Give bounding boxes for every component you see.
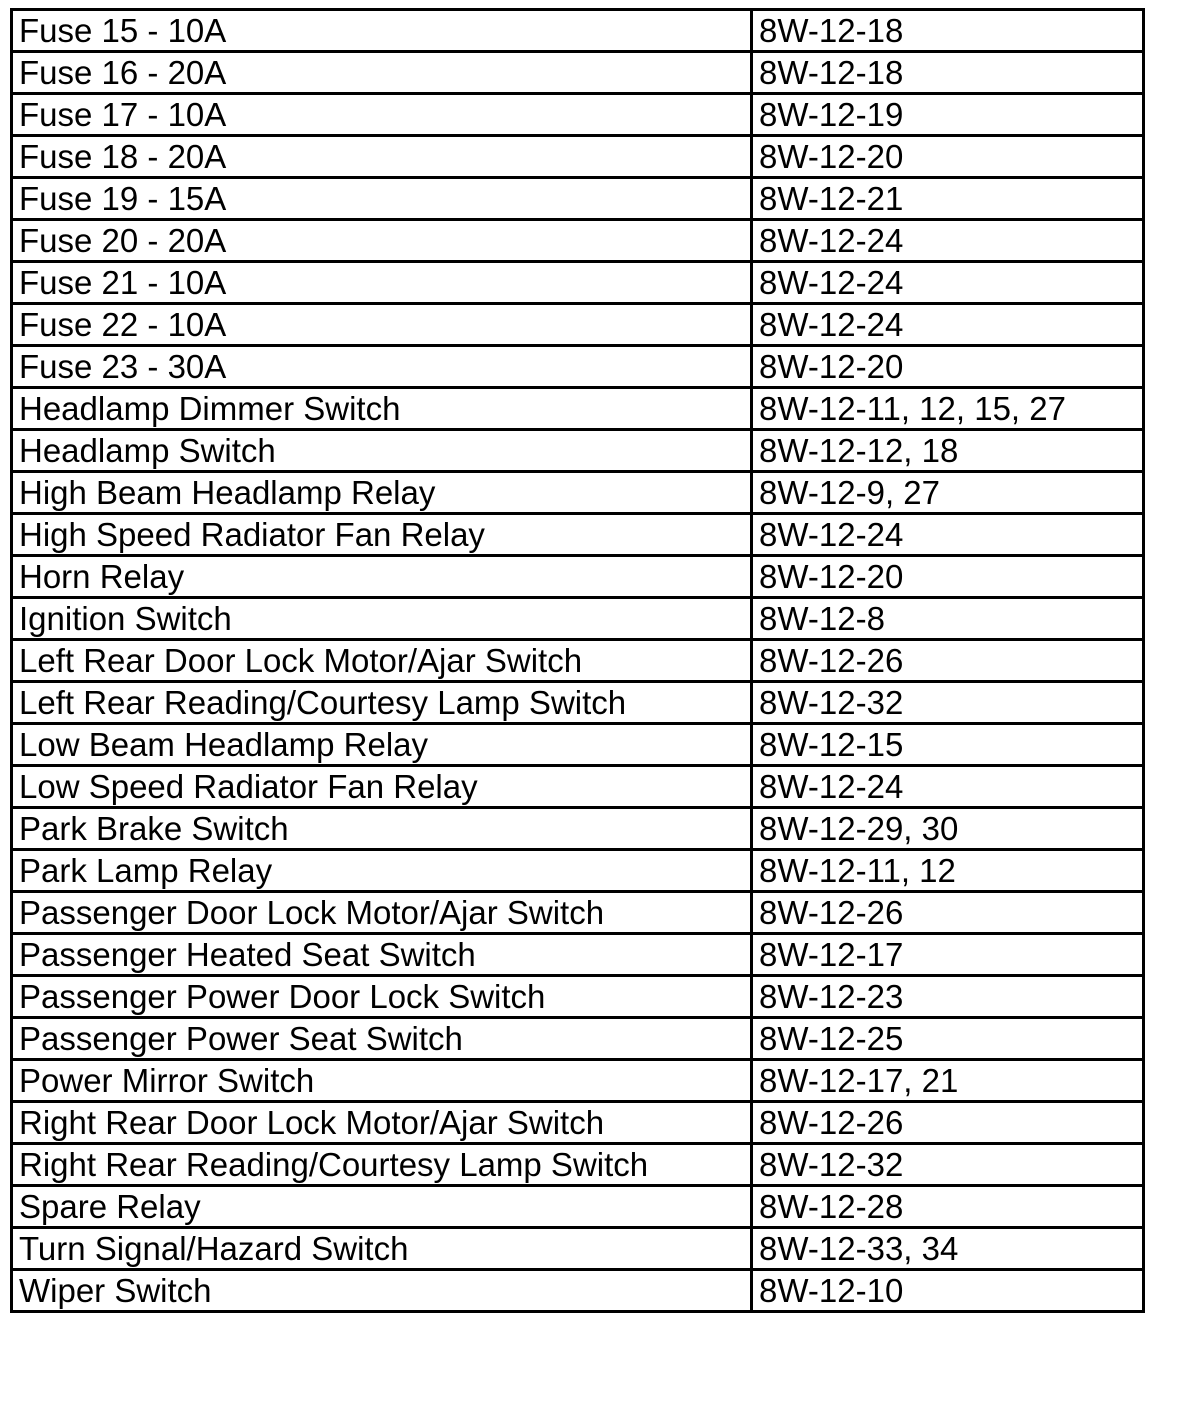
component-cell: Park Lamp Relay	[12, 850, 752, 892]
component-cell: High Speed Radiator Fan Relay	[12, 514, 752, 556]
table-row	[12, 556, 1144, 598]
page-ref-cell: 8W-12-24	[752, 304, 1144, 346]
page-ref-cell: 8W-12-20	[752, 556, 1144, 598]
table-row	[12, 976, 1144, 1018]
component-cell: Passenger Power Seat Switch	[12, 1018, 752, 1060]
component-cell: Power Mirror Switch	[12, 1060, 752, 1102]
table-row	[12, 178, 1144, 220]
component-cell: Headlamp Dimmer Switch	[12, 388, 752, 430]
component-cell: Fuse 15 - 10A	[12, 10, 752, 52]
table-row	[12, 52, 1144, 94]
component-cell: Right Rear Reading/Courtesy Lamp Switch	[12, 1144, 752, 1186]
component-cell: High Beam Headlamp Relay	[12, 472, 752, 514]
table-row	[12, 850, 1144, 892]
page-ref-cell: 8W-12-11, 12	[752, 850, 1144, 892]
table-row	[12, 472, 1144, 514]
page-ref-cell: 8W-12-17, 21	[752, 1060, 1144, 1102]
page-ref-cell: 8W-12-26	[752, 1102, 1144, 1144]
component-cell: Wiper Switch	[12, 1270, 752, 1312]
component-cell: Passenger Door Lock Motor/Ajar Switch	[12, 892, 752, 934]
page-ref-cell: 8W-12-24	[752, 766, 1144, 808]
page-ref-cell: 8W-12-28	[752, 1186, 1144, 1228]
table-row	[12, 598, 1144, 640]
page-ref-cell: 8W-12-18	[752, 52, 1144, 94]
page-ref-cell: 8W-12-33, 34	[752, 1228, 1144, 1270]
table-row	[12, 136, 1144, 178]
table-row	[12, 1186, 1144, 1228]
page-ref-cell: 8W-12-17	[752, 934, 1144, 976]
page-ref-cell: 8W-12-20	[752, 346, 1144, 388]
table-row	[12, 262, 1144, 304]
component-cell: Right Rear Door Lock Motor/Ajar Switch	[12, 1102, 752, 1144]
table-row	[12, 724, 1144, 766]
page-ref-cell: 8W-12-9, 27	[752, 472, 1144, 514]
component-cell: Low Speed Radiator Fan Relay	[12, 766, 752, 808]
table-row	[12, 346, 1144, 388]
component-cell: Fuse 19 - 15A	[12, 178, 752, 220]
page-ref-cell: 8W-12-8	[752, 598, 1144, 640]
table-row	[12, 640, 1144, 682]
page-ref-cell: 8W-12-26	[752, 892, 1144, 934]
component-cell: Fuse 23 - 30A	[12, 346, 752, 388]
component-index-sheet	[10, 8, 1145, 1313]
table-row	[12, 1060, 1144, 1102]
table-row	[12, 304, 1144, 346]
component-cell: Fuse 22 - 10A	[12, 304, 752, 346]
page-ref-cell: 8W-12-21	[752, 178, 1144, 220]
page-ref-cell: 8W-12-10	[752, 1270, 1144, 1312]
table-row	[12, 1018, 1144, 1060]
component-cell: Fuse 21 - 10A	[12, 262, 752, 304]
page-ref-cell: 8W-12-26	[752, 640, 1144, 682]
table-row	[12, 388, 1144, 430]
page-ref-cell: 8W-12-32	[752, 1144, 1144, 1186]
page-ref-cell: 8W-12-29, 30	[752, 808, 1144, 850]
component-cell: Park Brake Switch	[12, 808, 752, 850]
table-row	[12, 934, 1144, 976]
table-row	[12, 220, 1144, 262]
table-row	[12, 430, 1144, 472]
component-cell: Passenger Heated Seat Switch	[12, 934, 752, 976]
page-ref-cell: 8W-12-11, 12, 15, 27	[752, 388, 1144, 430]
table-row	[12, 94, 1144, 136]
table-row	[12, 1228, 1144, 1270]
page-ref-cell: 8W-12-24	[752, 514, 1144, 556]
page-ref-cell: 8W-12-15	[752, 724, 1144, 766]
component-cell: Ignition Switch	[12, 598, 752, 640]
page-ref-cell: 8W-12-32	[752, 682, 1144, 724]
page-ref-cell: 8W-12-12, 18	[752, 430, 1144, 472]
component-cell: Fuse 16 - 20A	[12, 52, 752, 94]
component-index-table	[10, 8, 1145, 1313]
table-row	[12, 514, 1144, 556]
component-cell: Passenger Power Door Lock Switch	[12, 976, 752, 1018]
table-row	[12, 892, 1144, 934]
table-row	[12, 1102, 1144, 1144]
component-cell: Fuse 20 - 20A	[12, 220, 752, 262]
component-cell: Spare Relay	[12, 1186, 752, 1228]
component-cell: Low Beam Headlamp Relay	[12, 724, 752, 766]
component-cell: Horn Relay	[12, 556, 752, 598]
page-ref-cell: 8W-12-24	[752, 262, 1144, 304]
component-cell: Turn Signal/Hazard Switch	[12, 1228, 752, 1270]
page-ref-cell: 8W-12-18	[752, 10, 1144, 52]
component-cell: Headlamp Switch	[12, 430, 752, 472]
component-cell: Left Rear Door Lock Motor/Ajar Switch	[12, 640, 752, 682]
table-row	[12, 10, 1144, 52]
component-cell: Left Rear Reading/Courtesy Lamp Switch	[12, 682, 752, 724]
table-row	[12, 682, 1144, 724]
table-row	[12, 808, 1144, 850]
table-row	[12, 1270, 1144, 1312]
table-row	[12, 1144, 1144, 1186]
page-ref-cell: 8W-12-20	[752, 136, 1144, 178]
component-cell: Fuse 17 - 10A	[12, 94, 752, 136]
page-ref-cell: 8W-12-25	[752, 1018, 1144, 1060]
page-ref-cell: 8W-12-19	[752, 94, 1144, 136]
table-row	[12, 766, 1144, 808]
page-ref-cell: 8W-12-23	[752, 976, 1144, 1018]
component-cell: Fuse 18 - 20A	[12, 136, 752, 178]
page-ref-cell: 8W-12-24	[752, 220, 1144, 262]
